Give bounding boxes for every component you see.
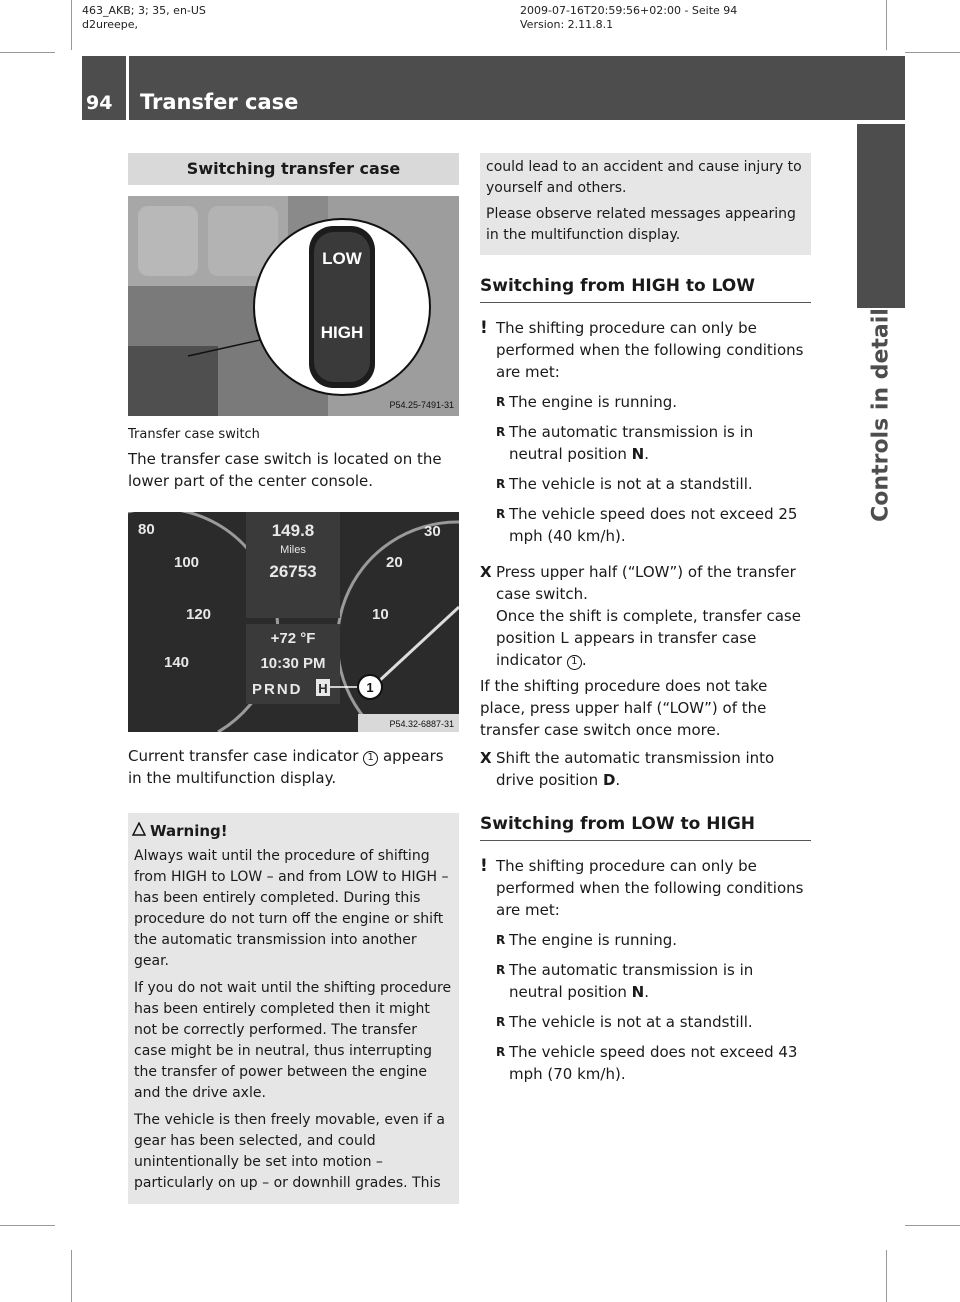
odo-total: 26753 bbox=[269, 562, 317, 581]
section-heading-low-to-high: Switching from LOW to HIGH bbox=[480, 813, 811, 841]
switch-photo bbox=[128, 196, 459, 416]
callout-marker: 1 bbox=[567, 655, 582, 670]
gauge-label: 80 bbox=[138, 521, 155, 538]
crop-mark bbox=[0, 1225, 55, 1226]
crop-mark bbox=[71, 1250, 72, 1302]
warning-text: If you do not wait until the shifting procedure has been entirely completed then it might not be correctly performed. The transfer case might be in neutral, thus interrupting the transfer of power between the engine and the drive axle. bbox=[134, 980, 452, 1101]
bullet-icon: R bbox=[496, 963, 506, 977]
bullet-icon: R bbox=[496, 507, 506, 521]
callout-marker: 1 bbox=[366, 680, 374, 695]
warning-continuation bbox=[480, 153, 811, 255]
warning-box bbox=[128, 813, 459, 1204]
figure-ref: P54.25-7491-31 bbox=[389, 400, 454, 410]
cluster-photo bbox=[128, 512, 459, 732]
section-title: Switching transfer case bbox=[128, 153, 459, 185]
bullet-icon: R bbox=[496, 477, 506, 491]
note-icon: ! bbox=[480, 318, 488, 338]
range-low-glyph: L bbox=[560, 629, 570, 647]
instruction-step: X Shift the automatic transmission into drive position D. bbox=[480, 749, 775, 789]
list-item: R The vehicle is not at a standstill. bbox=[496, 475, 753, 493]
list-item: R The engine is running. bbox=[496, 931, 677, 949]
crop-mark bbox=[886, 0, 887, 50]
body-text: The transfer case switch is located on the lower part of the center console. bbox=[128, 450, 442, 490]
step-arrow-icon: X bbox=[480, 749, 492, 767]
crop-mark bbox=[905, 1225, 960, 1226]
gauge-label: 140 bbox=[164, 654, 190, 671]
page-number: 94 bbox=[86, 92, 113, 114]
list-item: R The vehicle speed does not exceed 43 mph (70 km/h). bbox=[496, 1043, 798, 1083]
warning-text: could lead to an accident and cause injury to yourself and others. bbox=[486, 159, 802, 196]
warning-text: Always wait until the procedure of shifting from HIGH to LOW – and from LOW to HIGH – has been entirely completed. During this procedure do not turn off the engine or shift the automatic transmission into another gear. bbox=[134, 848, 449, 969]
list-item: R The vehicle is not at a standstill. bbox=[496, 1013, 753, 1031]
bullet-icon: R bbox=[496, 425, 506, 439]
gauge-label: 120 bbox=[186, 606, 212, 623]
trip-value: 149.8 bbox=[271, 521, 315, 540]
clock: 10:30 PM bbox=[260, 655, 326, 672]
section-heading-high-to-low: Switching from HIGH to LOW bbox=[480, 275, 811, 303]
side-tab bbox=[857, 308, 905, 522]
figure-caption: Transfer case switch bbox=[128, 427, 260, 442]
note: ! The shifting procedure can only be performed when the following conditions are met: bbox=[480, 856, 804, 919]
note-icon: ! bbox=[480, 856, 488, 876]
list-item: R The vehicle speed does not exceed 25 mph (40 km/h). bbox=[496, 505, 798, 545]
bullet-icon: R bbox=[496, 395, 506, 409]
figure-ref: P54.32-6887-31 bbox=[389, 719, 454, 729]
switch-high-label: HIGH bbox=[320, 323, 364, 342]
gauge-label: 20 bbox=[386, 554, 403, 571]
warning-icon bbox=[132, 822, 146, 836]
list-item: R The automatic transmission is in neutral position N. bbox=[496, 961, 754, 1001]
side-tab-label: Controls in detail bbox=[868, 308, 894, 522]
page-title: Transfer case bbox=[140, 90, 299, 114]
body-text: Current transfer case indicator 1 appears in the multifunction display. bbox=[128, 747, 444, 787]
right-column bbox=[480, 0, 811, 1085]
gauge-label: 10 bbox=[372, 606, 389, 623]
step-arrow-icon: X bbox=[480, 563, 492, 581]
side-tab-block bbox=[857, 124, 905, 308]
bullet-icon: R bbox=[496, 1015, 506, 1029]
print-meta-left: 463_AKB; 3; 35, en-US d2ureepe, bbox=[82, 4, 206, 31]
gauge-label: 30 bbox=[424, 523, 441, 540]
range-indicator: H bbox=[318, 681, 328, 696]
list-item: R The automatic transmission is in neutral position N. bbox=[496, 423, 754, 463]
warning-text: Please observe related messages appearing in the multifunction display. bbox=[486, 206, 796, 243]
crop-mark bbox=[886, 1250, 887, 1302]
bullet-icon: R bbox=[496, 1045, 506, 1059]
warning-heading: Warning! bbox=[134, 821, 453, 842]
note: ! The shifting procedure can only be performed when the following conditions are met: bbox=[480, 318, 804, 381]
gauge-label: 100 bbox=[174, 554, 200, 571]
bullet-icon: R bbox=[496, 933, 506, 947]
warning-text: The vehicle is then freely movable, even if a gear has been selected, and could unintentionally be set into motion – particularly on up – or downhill grades. This bbox=[134, 1112, 446, 1191]
crop-mark bbox=[0, 52, 55, 53]
gear-indicator: PRND bbox=[252, 681, 303, 698]
left-column bbox=[128, 0, 459, 1204]
odo-unit: Miles bbox=[280, 544, 306, 556]
body-text: If the shifting procedure does not take place, press upper half (“LOW”) of the transfer case switch once more. bbox=[480, 677, 768, 739]
callout-marker: 1 bbox=[363, 751, 378, 766]
temperature: +72 °F bbox=[270, 630, 316, 647]
switch-low-label: LOW bbox=[322, 249, 362, 268]
print-meta-right: 2009-07-16T20:59:56+02:00 - Seite 94 Version: 2.11.8.1 bbox=[520, 4, 738, 31]
list-item: R The engine is running. bbox=[496, 393, 677, 411]
instrument-cluster-figure bbox=[128, 512, 459, 732]
crop-mark bbox=[71, 0, 72, 50]
crop-mark bbox=[905, 52, 960, 53]
instruction-step: X Press upper half (“LOW”) of the transfer case switch. Once the shift is complete, transfer case position L appears in transfer case indicator 1 . bbox=[480, 563, 801, 669]
transfer-case-switch-figure bbox=[128, 196, 459, 416]
